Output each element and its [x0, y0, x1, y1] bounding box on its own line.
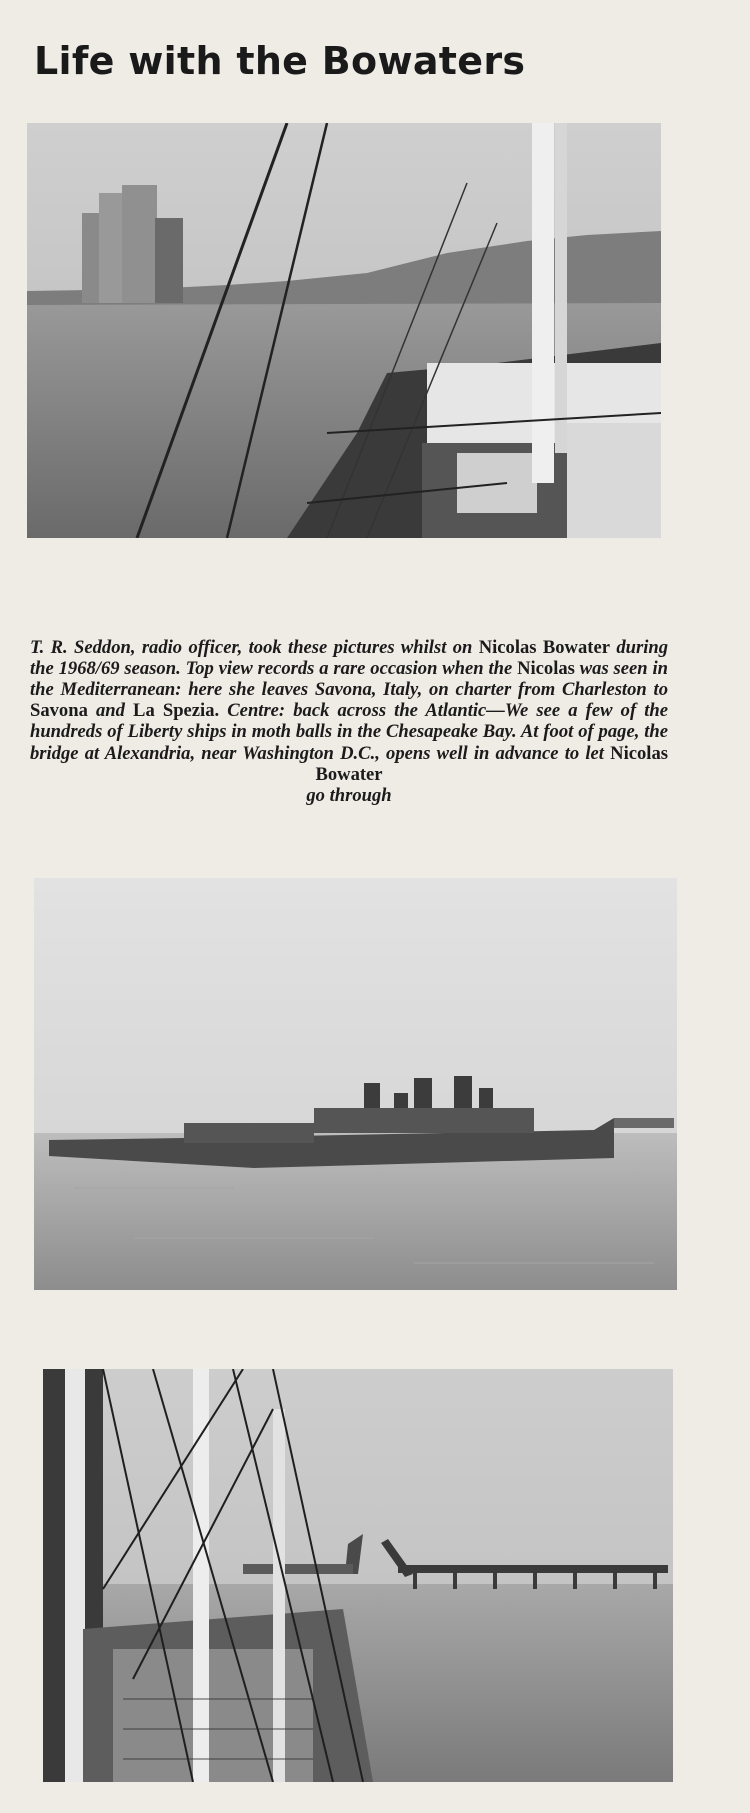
caption-ship-name-1: Nicolas Bowater	[478, 636, 610, 658]
photo-savona-harbour	[27, 123, 661, 538]
caption-place-2: La Spezia.	[133, 700, 220, 722]
caption-text-6: go through	[306, 785, 392, 807]
caption-text-3: was seen in the Mediterranean: here she leaves Savona, Italy, on charter from Charleston to	[30, 657, 668, 700]
photo-liberty-ships	[34, 878, 677, 1290]
caption-text-4: and	[87, 700, 134, 722]
photo-caption	[30, 637, 668, 807]
caption-ship-name-3: Nicolas Bowater	[315, 742, 668, 785]
caption-text-2: during the 1968/69 season. Top view records a rare occasion when the	[30, 636, 668, 679]
caption-ship-name-2: Nicolas	[517, 657, 575, 679]
page-title: Life with the Bowaters	[34, 39, 526, 84]
caption-place-1: Savona	[30, 700, 88, 722]
caption-text-5: Centre: back across the Atlantic—We see a few of the hundreds of Liberty ships in moth balls in the Chesapeake Bay. At foot of page, the bridge at Alexandria, near Washington D.C., opens well in advance to let	[30, 700, 669, 764]
photo-alexandria-bridge	[43, 1369, 673, 1782]
caption-text-1: T. R. Seddon, radio officer, took these pictures whilst on	[30, 636, 473, 658]
